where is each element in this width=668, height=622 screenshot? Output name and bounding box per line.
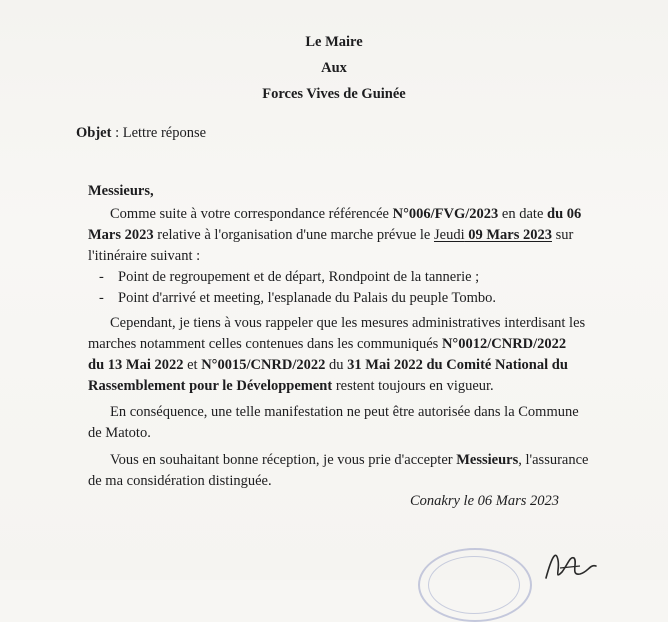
para1-date-end: Mars 2023 [88,227,154,243]
para2-text: et [183,357,202,373]
bullet-dash: - [99,290,104,306]
para1-line1 [110,205,581,223]
para1-line3: l'itinéraire suivant : [88,248,201,264]
header-line-3: Forces Vives de Guinée [262,86,406,102]
objet-line [76,124,206,142]
reference-number: N°006/FVG/2023 [392,206,499,222]
objet-text: : Lettre réponse [111,125,207,141]
para1-date-start: du 06 [547,206,582,222]
para4-text: , l'assurance [518,452,589,468]
signature-icon [540,546,600,580]
para4-line2: de ma considération distinguée. [88,473,272,489]
para3-line2: de Matoto. [88,425,151,441]
bullet-item-1: Point de regroupement et de départ, Rondpoint de la tannerie ; [118,269,480,285]
para4-text: Vous en souhaitant bonne réception, je vous prie d'accepter [110,452,457,468]
bullet-item-2: Point d'arrivé et meeting, l'esplanade du Palais du peuple Tombo. [118,290,497,306]
para3-line1: En conséquence, une telle manifestation ne peut être autorisée dans la Commune [110,404,579,420]
para1-text: Comme suite à votre correspondance référencée [110,206,393,222]
march-date-text: 09 Mars 2023 [464,227,552,243]
para2-text: restent toujours en vigueur. [332,378,494,394]
march-day: Jeudi [433,227,465,243]
committee-name: Rassemblement pour le Développement [88,378,333,394]
communique-1: N°0012/CNRD/2022 [441,336,567,352]
para1-line2 [88,226,573,244]
objet-label: Objet [76,125,112,141]
place-date: Conakry le 06 Mars 2023 [410,493,560,509]
communique-1-date: du 13 Mai 2022 [88,357,184,373]
march-date [434,227,552,243]
para1-text: sur [551,227,574,243]
para4-messieurs: Messieurs [456,452,519,468]
para1-text: relative à l'organisation d'une marche prévue le [153,227,434,243]
para2-text: marches notamment celles contenues dans les communiqués [88,336,442,352]
salutation-text: Messieurs, [88,183,154,199]
para2-line2 [88,335,566,353]
para2-line4 [88,377,494,395]
communique-2: N°0015/CNRD/2022 [201,357,326,373]
para1-text: en date [498,206,548,222]
bullet-dash: - [99,269,104,285]
para2-text: du [325,357,348,373]
header-line-2: Aux [321,60,347,76]
header-line-1: Le Maire [305,34,363,50]
para2-line1: Cependant, je tiens à vous rappeler que les mesures administratives interdisant les [110,315,586,331]
official-stamp-ring [428,556,520,614]
para4-line1 [110,451,588,469]
salutation [88,182,154,200]
communique-2-date: 31 Mai 2022 du Comité National du [347,357,568,373]
para2-line3 [88,356,568,374]
